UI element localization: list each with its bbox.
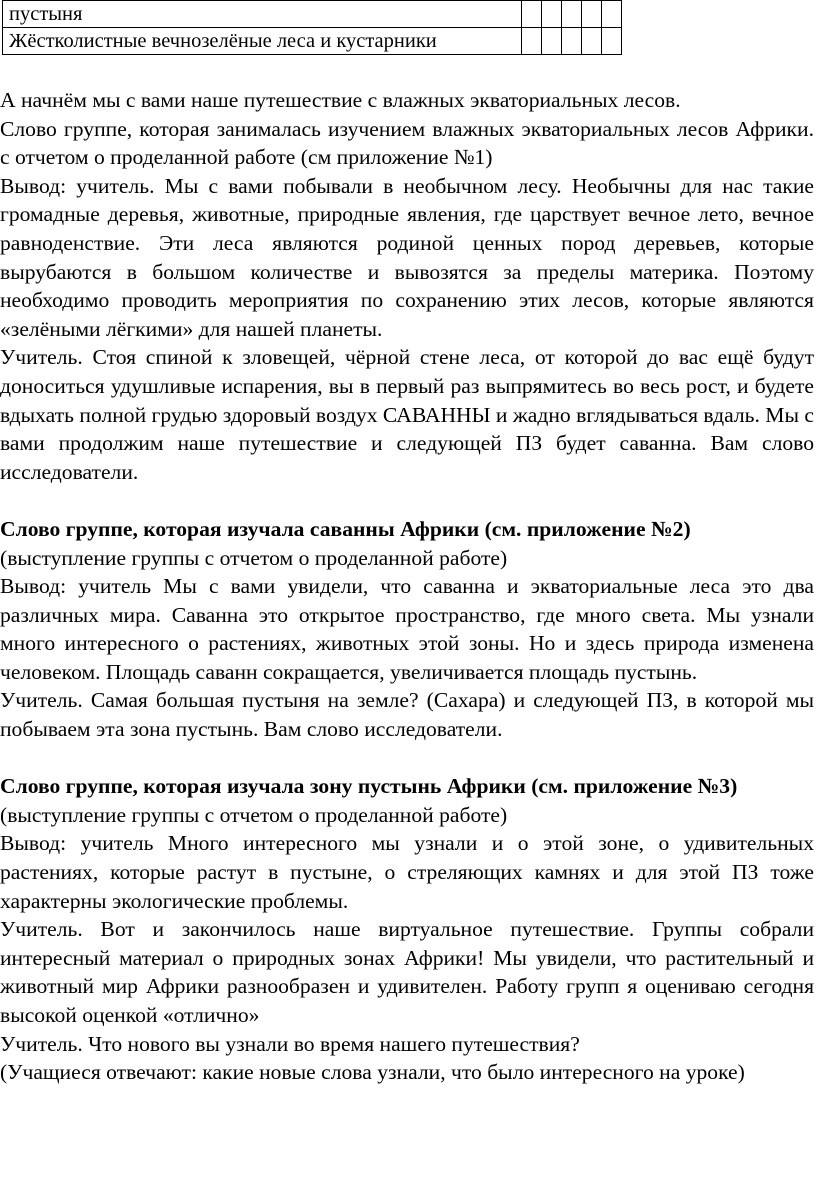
paragraph-teacher-desert-intro: Учитель. Самая большая пустыня на земле? (Сахара) и следующей ПЗ, в которой мы побываем эта зона пустынь. Вам слово исследователи. — [0, 688, 814, 742]
table-cell-empty — [542, 1, 562, 28]
table-cell-empty — [602, 28, 622, 55]
paragraph-gap — [0, 744, 814, 773]
table-cell-empty — [562, 1, 582, 28]
table-cell-empty — [562, 28, 582, 55]
heading-savanna-group: Слово группе, которая изучала саванны Африки (см. приложение №2) — [0, 516, 691, 541]
paragraph-savanna-conclusion: Вывод: учитель Мы с вами увидели, что саванна и экваториальные леса это два различных мира. Саванна это открытое пространство, где много света. Мы узнали много интересного о растениях, животных этой зоны. Но и здесь природа изменена человеком. Площадь саванн сокращается, увеличивается площадь пустынь. — [0, 574, 814, 684]
paragraph-rainforest-group: Слово группе, которая занималась изучением влажных экваториальных лесов Африки. с отчетом о проделанной работе (см приложение №1) — [0, 116, 814, 170]
table-cell-empty — [602, 1, 622, 28]
paragraph-intro: А начнём мы с вами наше путешествие с влажных экваториальных лесов. — [0, 88, 681, 112]
lesson-text — [0, 86, 814, 1087]
paragraph-gap — [0, 486, 814, 515]
paragraph-savanna-report: (выступление группы с отчетом о проделанной работе) — [0, 545, 508, 570]
paragraph-desert-conclusion: Вывод: учитель Много интересного мы узнали и о этой зоне, о удивительных растениях, которые растут в пустыне, о стреляющих камнях и для этой ПЗ тоже характерны экологические проблемы. — [0, 831, 814, 913]
heading-desert-group: Слово группе, которая изучала зону пустынь Африки (см. приложение №3) — [0, 774, 738, 799]
paragraph-teacher-savanna-intro: Учитель. Стоя спиной к зловещей, чёрной стене леса, от которой до вас ещё будут доноситься удушливые испарения, вы в первый раз выпрямитесь во весь рост, и будете вдыхать полной грудью здоровый воздух САВАННЫ и жадно вглядываться вдаль. Мы с вами продолжим наше путешествие и следующей ПЗ будет саванна. Вам слово исследователи. — [0, 345, 814, 484]
table-cell-empty — [582, 28, 602, 55]
paragraph-desert-report: (выступление группы с отчетом о проделанной работе) — [0, 802, 508, 827]
table-row — [3, 28, 622, 55]
paragraph-students-answer: (Учащиеся отвечают: какие новые слова узнали, что было интересного на уроке) — [0, 1060, 745, 1085]
natural-zones-table — [2, 0, 622, 55]
table-cell-zone: Жёстколистные вечнозелёные леса и кустарники — [3, 28, 522, 55]
paragraph-teacher-question: Учитель. Что нового вы узнали во время нашего путешествия? — [0, 1031, 580, 1056]
table-cell-empty — [522, 28, 542, 55]
table-cell-zone: пустыня — [3, 1, 522, 28]
paragraph-rainforest-conclusion: Вывод: учитель. Мы с вами побывали в необычном лесу. Необычны для нас такие громадные деревья, животные, природные явления, где царствует вечное лето, вечное равноденствие. Эти леса являются родиной ценных пород деревьев, которые вырубаются в большом количестве и вывозятся за пределы материка. Поэтому необходимо проводить мероприятия по сохранению этих лесов, которые являются «зелёными лёгкими» для нашей планеты. — [0, 173, 814, 341]
paragraph-teacher-summary: Учитель. Вот и закончилось наше виртуальное путешествие. Группы собрали интересный материал о природных зонах Африки! Мы увидели, что растительный и животный мир Африки разнообразен и удивителен. Работу групп я оцениваю сегодня высокой оценкой «отлично» — [0, 917, 814, 1027]
table-row — [3, 1, 622, 28]
table-cell-empty — [582, 1, 602, 28]
table-cell-empty — [522, 1, 542, 28]
table-cell-empty — [542, 28, 562, 55]
